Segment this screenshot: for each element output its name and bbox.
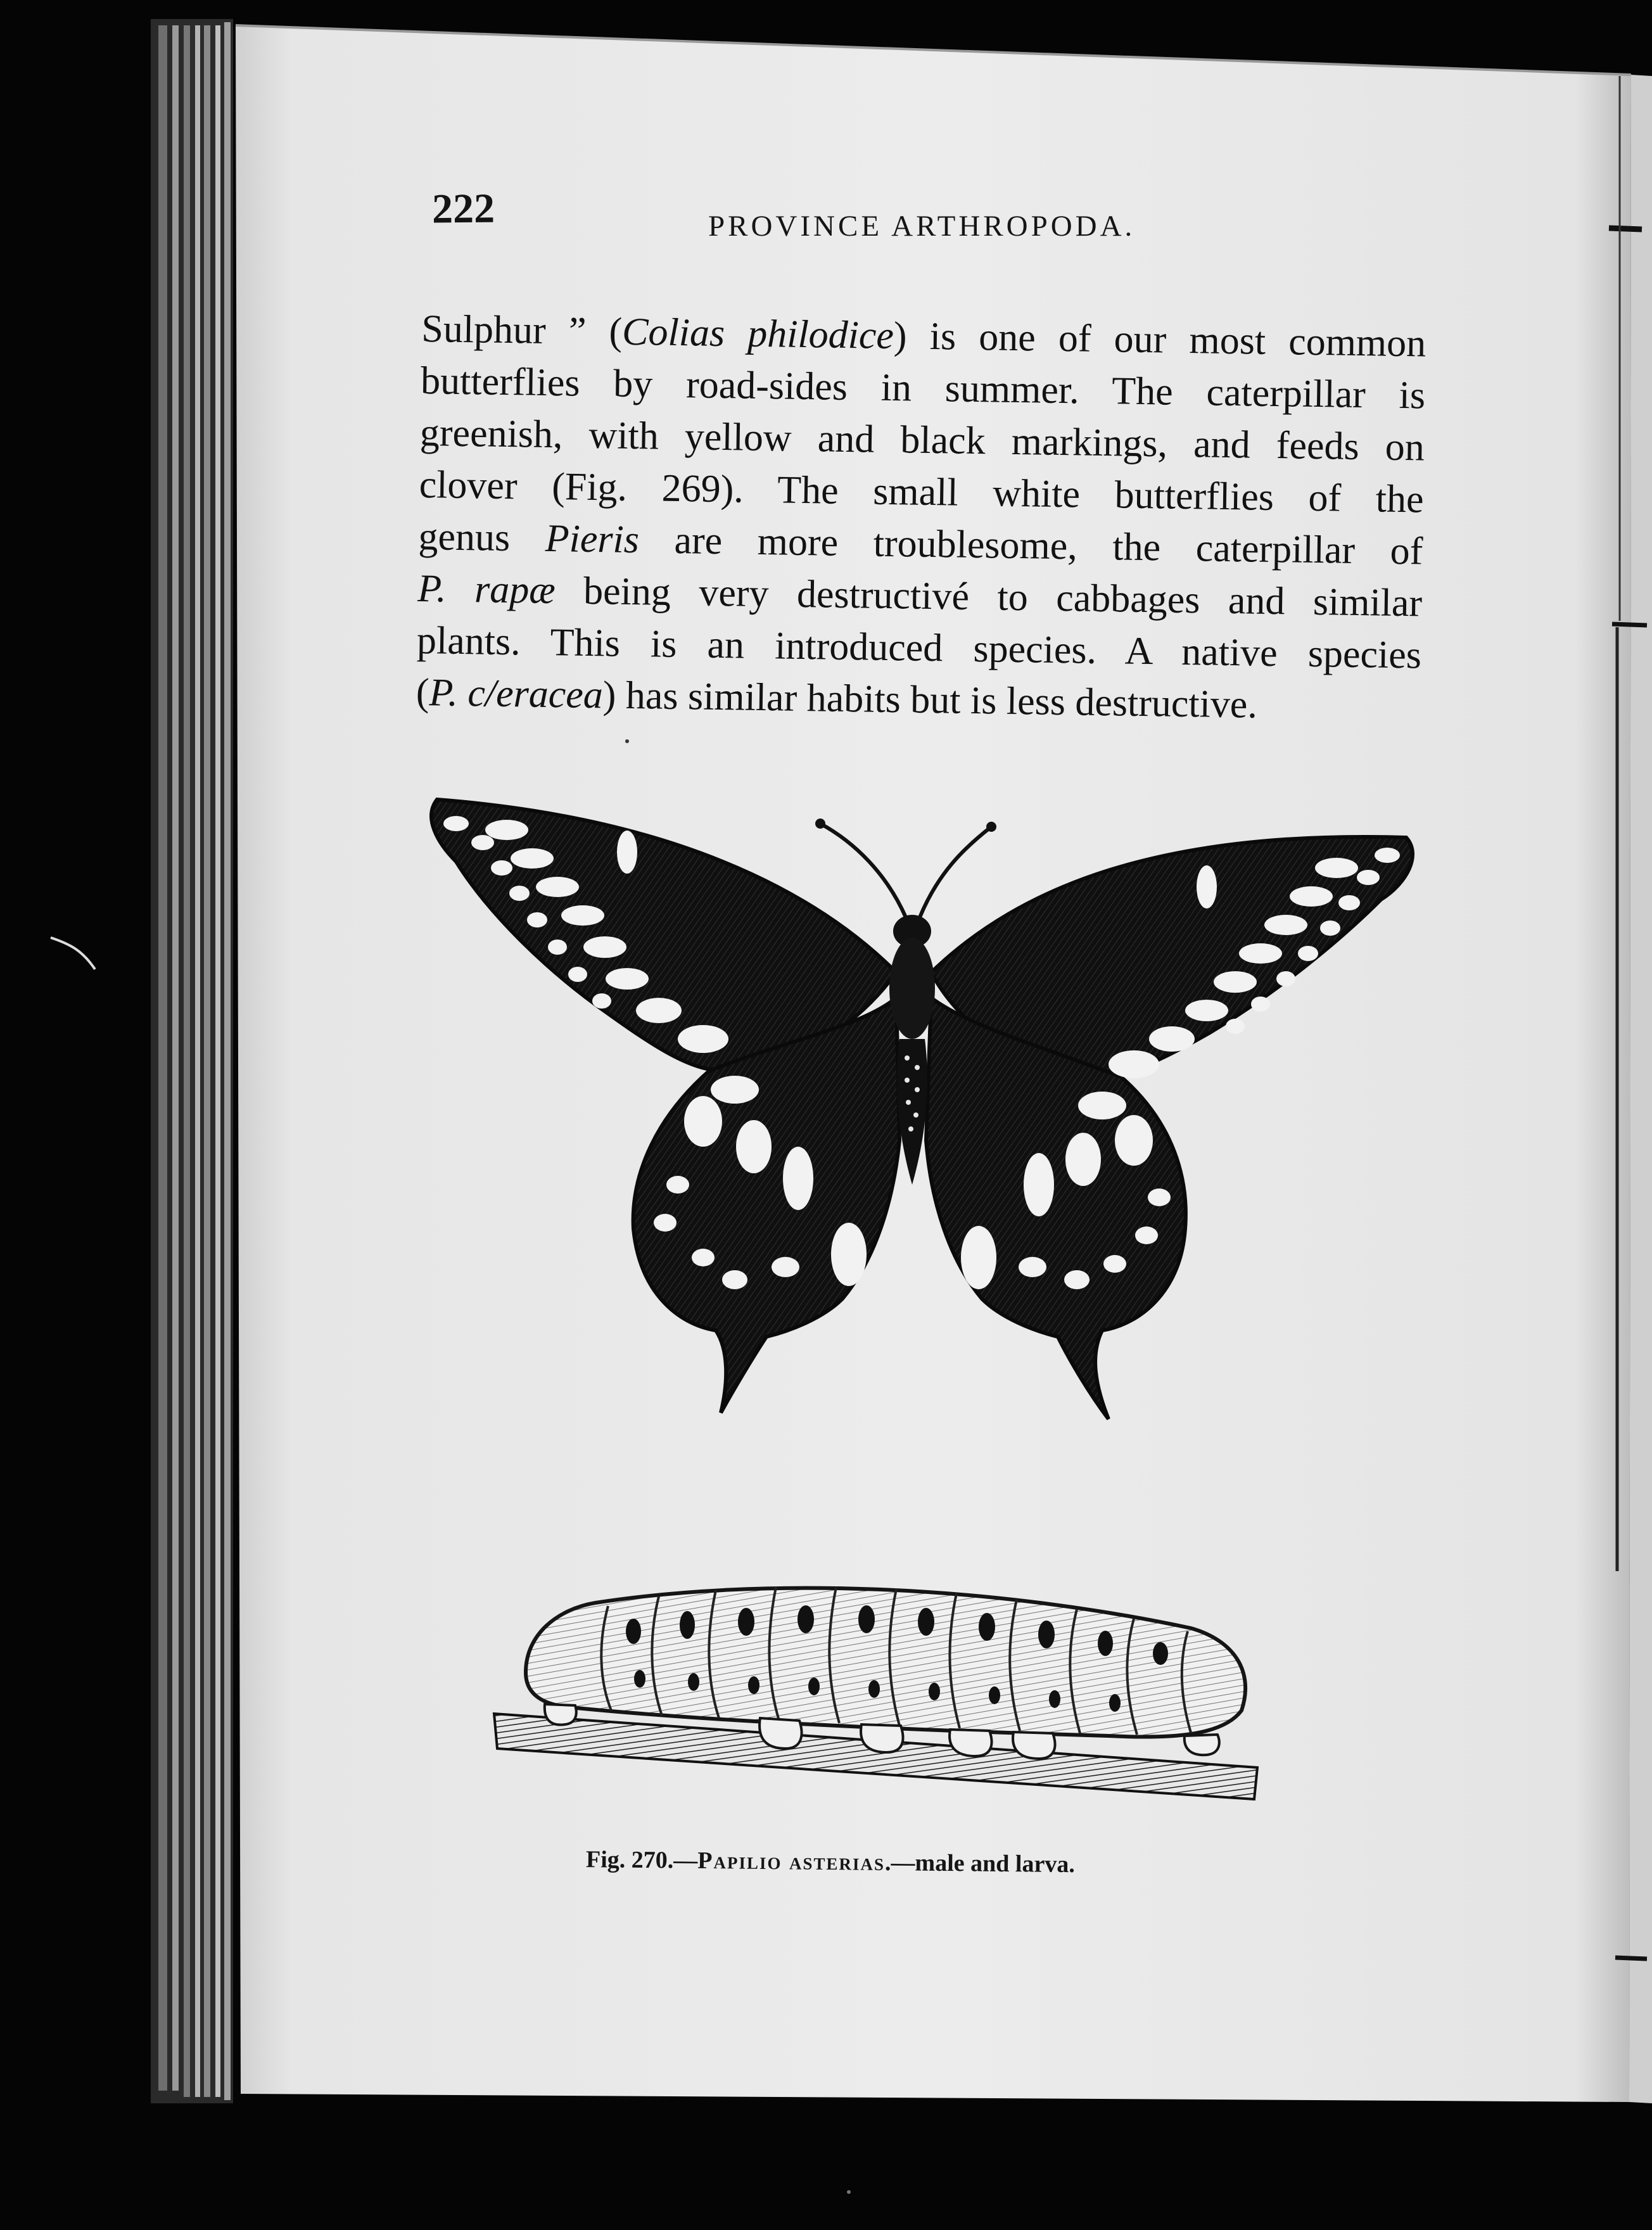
text-line: clover (Fig. 269). The small white butterflies of the [419,462,1425,521]
text-line: P. rapæ being very destructivé to cabbages and similar [417,566,1423,625]
text-line: (P. c/eracea) has similar habits but is less destructive. [416,670,1258,727]
book-spine [151,19,233,2103]
text-line: plants. This is an introduced species. A native species [416,618,1422,677]
text-line: genus Pieris are more troublesome, the caterpillar of [418,514,1423,573]
page-number: 222 [431,185,495,233]
text-line: greenish, with yellow and black markings, and feeds on [419,411,1425,469]
text-line: butterflies by road-sides in summer. The caterpillar is [420,359,1426,417]
running-head: PROVINCE ARTHROPODA. [708,210,1136,243]
figure-caption: Fig. 270.—Papilio asterias.—male and larva. [585,1846,1076,1878]
text-line: Sulphur ” (Colias philodice) is one of our most common [421,307,1426,366]
butterfly-thorax [889,938,935,1039]
